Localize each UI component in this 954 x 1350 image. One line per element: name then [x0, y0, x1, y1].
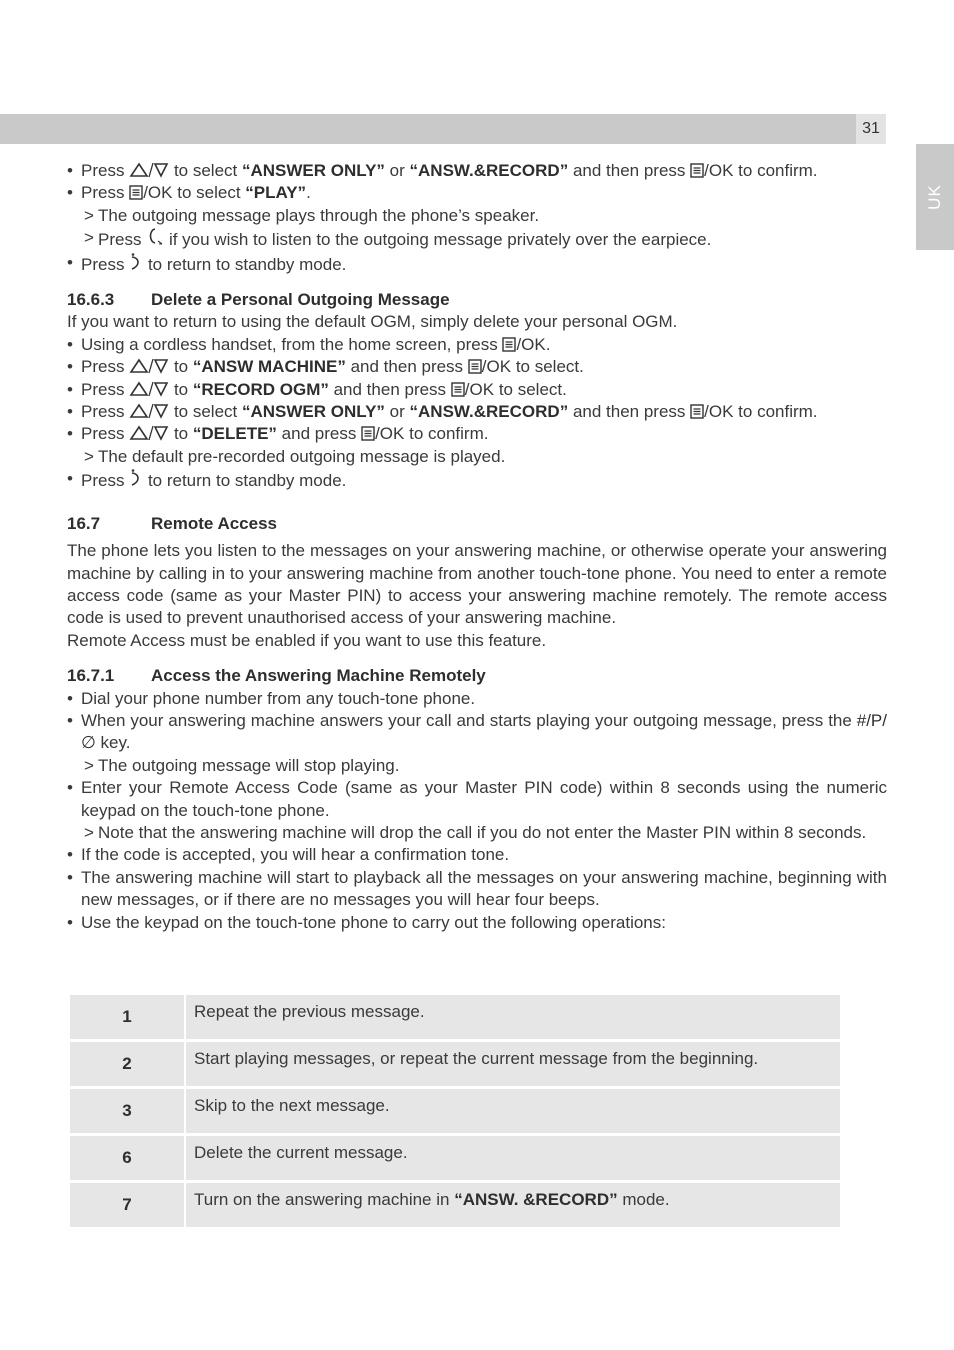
list-item: • If the code is accepted, you will hear a confirmation tone. [67, 844, 887, 866]
list-item: • Press to return to standby mode. [67, 468, 887, 492]
table-desc-cell: Delete the current message. [186, 1136, 840, 1180]
paragraph: The phone lets you listen to the messages on your answering machine, or otherwise operate your answering machine by calling in to your answering machine from another touch-tone phone. You need to enter a remote access code (same as your Master PIN) to access your answering machine remotely. The remote access code is used to prevent unauthorised access of your answering machine. [67, 541, 887, 628]
table-key-cell: 7 [70, 1183, 184, 1227]
list-item: • Use the keypad on the touch-tone phone to carry out the following operations: [67, 912, 887, 934]
end-call-icon [129, 468, 143, 488]
nav-up-down-icon [129, 162, 169, 178]
nav-up-down-icon [129, 425, 169, 441]
menu-ok-icon: /OK [361, 424, 404, 443]
table-key-cell: 6 [70, 1136, 184, 1180]
table-desc-cell: Repeat the previous message. [186, 995, 840, 1039]
table-key-cell: 3 [70, 1089, 184, 1133]
nav-up-down-icon [129, 381, 169, 397]
table-row [70, 1136, 840, 1180]
list-item: • Press to select “ANSWER ONLY” or “ANSW.&RECORD” and then press /OK to confirm. [67, 401, 887, 423]
list-item: • When your answering machine answers your call and starts playing your outgoing message, press the #/P/∅ key. [67, 710, 887, 755]
section-intro: If you want to return to using the default OGM, simply delete your personal OGM. [67, 312, 678, 332]
end-call-icon [129, 252, 143, 272]
table-row [70, 1042, 840, 1086]
result-note: > The outgoing message plays through the phone’s speaker. [67, 205, 887, 227]
page-number: 31 [856, 114, 886, 144]
menu-ok-icon: /OK [502, 335, 545, 354]
menu-ok-icon: /OK [451, 380, 494, 399]
header-band [0, 114, 886, 144]
nav-up-down-icon [129, 403, 169, 419]
result-note: > The outgoing message will stop playing. [67, 755, 887, 777]
language-tab-label: UK [924, 184, 944, 210]
menu-ok-icon: /OK [468, 357, 511, 376]
result-note: > Press if you wish to listen to the outgoing message privately over the earpiece. [67, 227, 887, 251]
list-item: • Enter your Remote Access Code (same as your Master PIN code) within 8 seconds using the numeric keypad on the touch-tone phone. [67, 777, 887, 822]
list-item: • Using a cordless handset, from the home screen, press /OK. [67, 334, 887, 356]
talk-handset-icon [146, 227, 164, 247]
list-item: • Press to return to standby mode. [67, 252, 887, 276]
paragraph: Remote Access must be enabled if you want to use this feature. [67, 630, 547, 650]
section-heading: 16.7 Remote Access [67, 513, 277, 533]
menu-ok-icon: /OK [690, 402, 733, 421]
section-heading: 16.6.3 Delete a Personal Outgoing Message [67, 290, 450, 310]
table-desc-cell: Skip to the next message. [186, 1089, 840, 1133]
hash-key-icon: #/P/∅ [81, 710, 887, 753]
list-item: • Press to “RECORD OGM” and then press /OK to select. [67, 379, 887, 401]
list-item: • Press to “ANSW MACHINE” and then press /OK to select. [67, 356, 887, 378]
language-tab [916, 144, 954, 250]
menu-ok-icon: /OK [690, 161, 733, 180]
remote-operations-table [68, 992, 842, 1230]
table-key-cell: 2 [70, 1042, 184, 1086]
list-item: • Press to select “ANSWER ONLY” or “ANSW.&RECORD” and then press /OK to confirm. [67, 160, 887, 182]
nav-up-down-icon [129, 358, 169, 374]
table-desc-cell: Turn on the answering machine in “ANSW. &RECORD” mode. [186, 1183, 840, 1227]
table-key-cell: 1 [70, 995, 184, 1039]
table-row [70, 1183, 840, 1227]
page-content [67, 160, 887, 934]
table-row [70, 1089, 840, 1133]
result-note: > The default pre-recorded outgoing message is played. [67, 446, 887, 468]
list-item: • Dial your phone number from any touch-tone phone. [67, 688, 887, 710]
menu-ok-icon: /OK [129, 183, 172, 202]
result-note: > Note that the answering machine will drop the call if you do not enter the Master PIN within 8 seconds. [67, 822, 887, 844]
list-item: • Press /OK to select “PLAY”. [67, 182, 887, 204]
list-item: • The answering machine will start to playback all the messages on your answering machine, beginning with new messages, or if there are no messages you will hear four beeps. [67, 867, 887, 912]
table-desc-cell: Start playing messages, or repeat the current message from the beginning. [186, 1042, 840, 1086]
section-heading: 16.7.1 Access the Answering Machine Remotely [67, 666, 486, 686]
list-item: • Press to “DELETE” and press /OK to confirm. [67, 423, 887, 445]
table-row [70, 995, 840, 1039]
